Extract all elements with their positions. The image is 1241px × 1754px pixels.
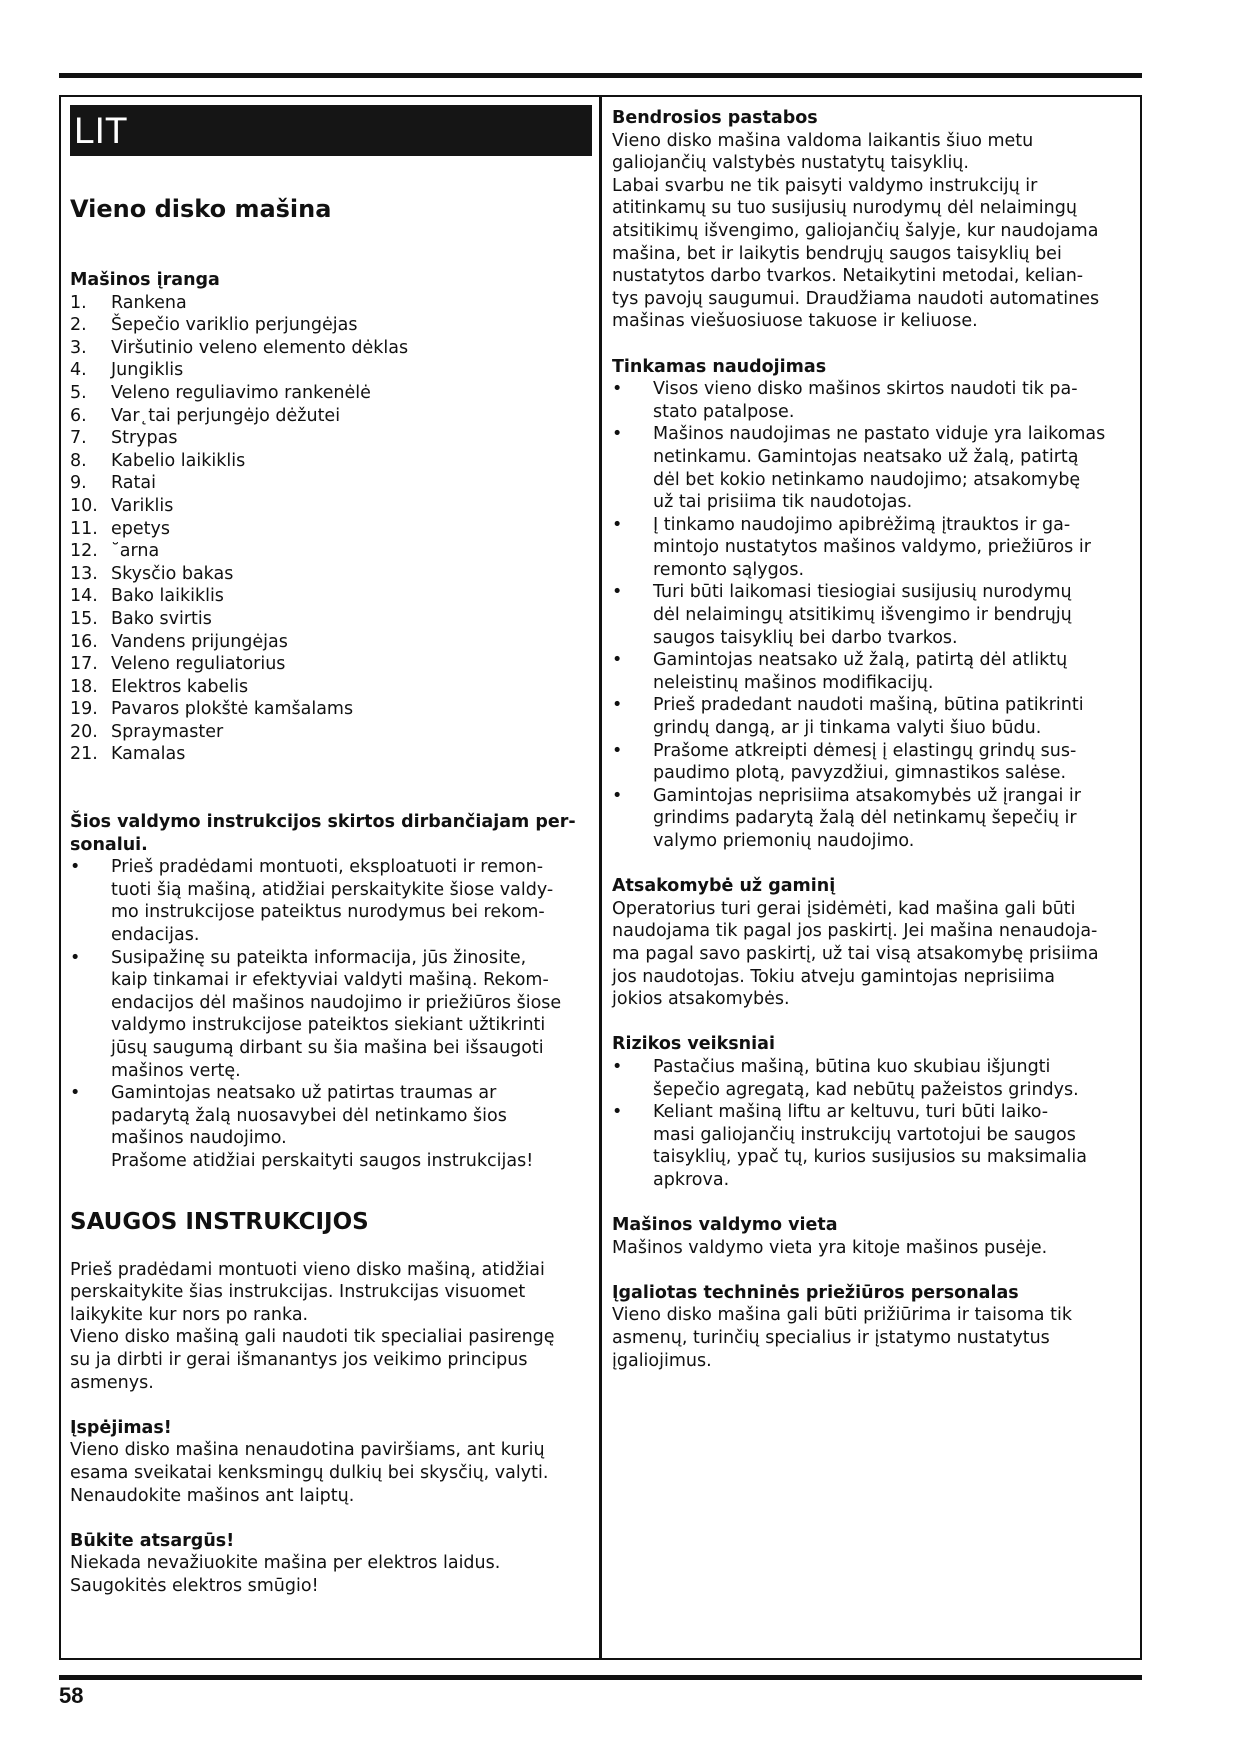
equipment-item — [70, 608, 592, 631]
equipment-heading: Mašinos įranga — [70, 270, 220, 290]
bullet-line: Į tinkamo naudojimo apibrėžimą įtrauktos ir ga- — [653, 514, 1071, 535]
item-label: Bako svirtis — [111, 608, 212, 629]
bullet-line: valdymo instrukcijose pateiktos siekiant užtikrinti — [111, 1015, 546, 1036]
item-number: 5. — [70, 382, 87, 403]
item-number: 3. — [70, 337, 87, 358]
bullet-line: Gamintojas neprisiima atsakomybės už įrangai ir — [653, 785, 1081, 806]
equipment-item — [70, 292, 592, 315]
bullet-line: grindų dangą, ar ji tinkama valyti šiuo būdu. — [653, 718, 1042, 739]
page-title: Vieno disko mašina — [70, 195, 332, 223]
text-line: galiojančių valstybės nustatytų taisyklių. — [612, 153, 969, 174]
liability-heading: Atsakomybė už gaminį — [612, 876, 836, 897]
text-line: Operatorius turi gerai įsidėmėti, kad mašina gali būti — [612, 898, 1076, 919]
text-line: atsitikimų išvengimo, galiojančių šalyje, kur naudojama — [612, 220, 1099, 241]
bullet-icon: • — [612, 785, 623, 806]
bullet-line: paudimo plotą, pavyzdžiui, gimnastikos salėse. — [653, 763, 1067, 784]
bullet-line: grindims padarytą žalą dėl netinkamų šepečių ir — [653, 808, 1077, 829]
item-label: Viršutinio veleno elemento dėklas — [111, 337, 409, 358]
item-label: Kabelio laikiklis — [111, 450, 246, 471]
bullet-line: jūsų saugumą dirbant su šia mašina bei išsaugoti — [111, 1038, 544, 1058]
bullet-icon: • — [70, 1083, 81, 1104]
safety-heading: SAUGOS INSTRUKCIJOS — [70, 1208, 369, 1235]
bullet-icon: • — [612, 1056, 623, 1077]
text-line: Nenaudokite mašinos ant laiptų. — [70, 1485, 355, 1506]
text-line: Vieno disko mašina gali būti prižiūrima ir taisoma tik — [612, 1305, 1072, 1326]
bullet-line: endacijas. — [111, 925, 200, 946]
bullet-item — [612, 649, 1132, 694]
item-label: epetys — [111, 518, 170, 539]
text-line: nustatytos darbo tvarkos. Netaikytini metodai, kelian- — [612, 266, 1084, 287]
personnel-heading: Šios valdymo instrukcijos skirtos dirbančiajam per- sonalui. — [70, 812, 576, 855]
content-frame — [59, 95, 1142, 1660]
item-label: Jungiklis — [111, 360, 184, 381]
page-number: 58 — [59, 1683, 84, 1708]
top-rule — [59, 73, 1142, 78]
bullet-line: Gamintojas neatsako už žalą, patirtą dėl atliktų — [653, 650, 1068, 671]
bullet-icon: • — [612, 582, 623, 603]
item-number: 18. — [70, 676, 98, 697]
item-label: Vandens prijungėjas — [111, 631, 288, 652]
bullet-item — [70, 1082, 592, 1172]
item-label: Var˛tai perjungėjo dėžutei — [111, 405, 341, 426]
text-line: asmenų, turinčių specialius ir įstatymo nustatytus — [612, 1328, 1050, 1349]
equipment-item — [70, 563, 592, 586]
risks-bullets — [612, 1056, 1132, 1192]
bullet-line: Pastačius mašiną, būtina kuo skubiau išjungti — [653, 1056, 1051, 1077]
equipment-list — [70, 292, 592, 766]
bullet-icon: • — [70, 857, 81, 878]
right-column — [612, 107, 1132, 1372]
item-label: Šepečio variklio perjungėjas — [111, 315, 358, 336]
bullet-line: apkrova. — [653, 1169, 730, 1190]
bottom-rule — [59, 1675, 1142, 1680]
personnel-bullets — [70, 856, 592, 1172]
bullet-item — [612, 694, 1132, 739]
bullet-item — [70, 856, 592, 946]
text-line: ma pagal savo paskirtį, už tai visą atsakomybę prisiima — [612, 943, 1099, 964]
item-number: 6. — [70, 405, 87, 426]
equipment-item — [70, 518, 592, 541]
item-number: 9. — [70, 473, 87, 494]
item-number: 20. — [70, 721, 98, 742]
item-number: 10. — [70, 495, 98, 516]
bullet-line: Susipažinę su pateikta informacija, jūs žinosite, — [111, 947, 527, 968]
bullet-line: Keliant mašiną liftu ar keltuvu, turi būti laiko- — [653, 1102, 1049, 1123]
warning-text — [70, 1439, 592, 1507]
language-tag: LIT — [70, 105, 592, 156]
item-label: Spraymaster — [111, 721, 224, 742]
bullet-item — [70, 947, 592, 1083]
item-number: 4. — [70, 360, 87, 381]
text-line: naudojama tik pagal jos paskirtį. Jei mašina nenaudoja- — [612, 921, 1098, 942]
bullet-line: netinkamu. Gamintojas neatsako už žalą, patirtą — [653, 446, 1079, 467]
bullet-icon: • — [612, 650, 623, 671]
general-heading: Bendrosios pastabos — [612, 108, 818, 128]
risks-heading: Rizikos veiksniai — [612, 1034, 775, 1055]
item-label: Veleno reguliavimo rankenėlė — [111, 382, 371, 403]
item-label: Variklis — [111, 495, 174, 516]
item-number: 16. — [70, 631, 98, 652]
bullet-line: mintojo nustatytos mašinos valdymo, priežiūros ir — [653, 537, 1091, 558]
text-line: Vieno disko mašina valdoma laikantis šiuo metu — [612, 130, 1034, 151]
item-label: Kamalas — [111, 744, 186, 765]
equipment-item — [70, 631, 592, 654]
text-line: tys pavojų saugumui. Draudžiama naudoti automatines — [612, 288, 1100, 309]
column-divider — [599, 97, 602, 1658]
item-number: 11. — [70, 518, 98, 539]
item-label: ˘arna — [111, 541, 160, 562]
equipment-item — [70, 382, 592, 405]
bullet-line: Prieš pradedant naudoti mašiną, būtina patikrinti — [653, 695, 1084, 716]
bullet-line: šepečio agregatą, kad nebūtų pažeistos grindys. — [653, 1079, 1079, 1100]
text-line: su ja dirbti ir gerai išmanantys jos veikimo principus — [70, 1349, 528, 1370]
bullet-line: Turi būti laikomasi tiesiogiai susijusių nurodymų — [653, 582, 1072, 603]
text-line: Vieno disko mašiną gali naudoti tik specialiai pasirengę — [70, 1327, 555, 1348]
equipment-item — [70, 405, 592, 428]
warning-heading: Įspėjimas! — [70, 1417, 172, 1438]
item-number: 17. — [70, 654, 98, 675]
service-heading: Įgaliotas techninės priežiūros personalas — [612, 1282, 1019, 1303]
text-line: Mašinos valdymo vieta yra kitoje mašinos pusėje. — [612, 1237, 1048, 1258]
bullet-line: už tai prisiima tik naudotojas. — [653, 492, 913, 513]
bullet-icon: • — [612, 695, 623, 716]
item-label: Strypas — [111, 428, 178, 449]
item-label: Ratai — [111, 473, 156, 494]
item-number: 2. — [70, 315, 87, 336]
equipment-item — [70, 721, 592, 744]
equipment-item — [70, 359, 592, 382]
bullet-item — [612, 581, 1132, 649]
equipment-item — [70, 472, 592, 495]
equipment-item — [70, 427, 592, 450]
equipment-item — [70, 337, 592, 360]
equipment-item — [70, 540, 592, 563]
bullet-item — [612, 423, 1132, 513]
item-number: 21. — [70, 744, 98, 765]
bullet-line: stato patalpose. — [653, 401, 795, 422]
bullet-line: tuoti šią mašiną, atidžiai perskaitykite šiose valdy- — [111, 879, 554, 900]
item-number: 14. — [70, 586, 98, 607]
general-text — [612, 130, 1132, 333]
item-label: Skysčio bakas — [111, 563, 234, 584]
text-line: asmenys. — [70, 1372, 154, 1393]
item-number: 13. — [70, 563, 98, 584]
bullet-line: Mašinos naudojimas ne pastato viduje yra laikomas — [653, 424, 1106, 445]
bullet-line: Visos vieno disko mašinos skirtos naudoti tik pa- — [653, 379, 1078, 400]
item-number: 8. — [70, 450, 87, 471]
bullet-line: neleistinų mašinos modifikacijų. — [653, 672, 934, 693]
proper-use-bullets — [612, 378, 1132, 852]
text-line: Vieno disko mašina nenaudotina paviršiams, ant kurių — [70, 1440, 545, 1461]
bullet-icon: • — [612, 740, 623, 761]
text-line: Saugokitės elektros smūgio! — [70, 1575, 319, 1596]
equipment-item — [70, 314, 592, 337]
text-line: Prieš pradėdami montuoti vieno disko mašiną, atidžiai — [70, 1259, 545, 1280]
bullet-line: saugos taisyklių bei darbo tvarkos. — [653, 627, 958, 648]
equipment-item — [70, 495, 592, 518]
safety-intro — [70, 1259, 592, 1395]
liability-text — [612, 898, 1132, 1011]
equipment-item — [70, 698, 592, 721]
equipment-item — [70, 653, 592, 676]
text-line: jos naudotojas. Tokiu atveju gamintojas neprisiima — [612, 966, 1055, 987]
text-line: jokios atsakomybės. — [612, 989, 790, 1010]
service-text — [612, 1304, 1132, 1372]
bullet-line: mašinos naudojimo. — [111, 1128, 287, 1149]
item-label: Rankena — [111, 292, 187, 313]
item-label: Pavaros plokštė kamšalams — [111, 699, 354, 720]
bullet-item — [612, 740, 1132, 785]
control-position-text — [612, 1237, 1132, 1260]
item-label: Veleno reguliatorius — [111, 654, 286, 675]
bullet-line: Prieš pradėdami montuoti, eksploatuoti ir remon- — [111, 857, 544, 878]
item-label: Bako laikiklis — [111, 586, 224, 607]
equipment-item — [70, 585, 592, 608]
bullet-line: Prašome atkreipti dėmesį į elastingų grindų sus- — [653, 740, 1077, 761]
caution-heading: Būkite atsargūs! — [70, 1530, 235, 1551]
item-number: 1. — [70, 292, 87, 313]
bullet-line: mašinos vertę. — [111, 1060, 241, 1081]
bullet-line: endacijos dėl mašinos naudojimo ir priežiūros šiose — [111, 992, 562, 1013]
text-line: perskaitykite šias instrukcijas. Instrukcijas visuomet — [70, 1282, 526, 1303]
text-line: atitinkamų su tuo susijusių nurodymų dėl nelaimingų — [612, 198, 1077, 219]
bullet-line: dėl bet kokio netinkamo naudojimo; atsakomybę — [653, 469, 1081, 490]
equipment-item — [70, 450, 592, 473]
control-position-heading: Mašinos valdymo vieta — [612, 1215, 838, 1236]
item-number: 12. — [70, 541, 98, 562]
proper-use-heading: Tinkamas naudojimas — [612, 356, 827, 377]
equipment-item — [70, 743, 592, 766]
bullet-item — [612, 514, 1132, 582]
bullet-icon: • — [70, 947, 81, 968]
bullet-icon: • — [612, 1102, 623, 1123]
bullet-icon: • — [612, 514, 623, 535]
bullet-item — [612, 1056, 1132, 1101]
bullet-line: dėl nelaimingų atsitikimų išvengimo ir bendrųjų — [653, 605, 1072, 626]
text-line: Niekada nevažiuokite mašina per elektros laidus. — [70, 1553, 501, 1574]
text-line: mašina, bet ir laikytis bendrųjų saugos taisyklių bei — [612, 243, 1062, 264]
bullet-line: kaip tinkamai ir efektyviai valdyti mašiną. Rekom- — [111, 970, 549, 991]
item-number: 15. — [70, 608, 98, 629]
text-line: Labai svarbu ne tik paisyti valdymo instrukcijų ir — [612, 175, 1038, 196]
bullet-line: padarytą žalą nuosavybei dėl netinkamo šios — [111, 1105, 507, 1126]
item-label: Elektros kabelis — [111, 676, 249, 697]
bullet-item — [612, 378, 1132, 423]
text-line: laikykite kur nors po ranka. — [70, 1304, 309, 1325]
bullet-line: valymo priemonių naudojimo. — [653, 831, 915, 851]
text-line: esama sveikatai kenksmingų dulkių bei skysčių, valyti. — [70, 1462, 549, 1483]
bullet-item — [612, 785, 1132, 853]
left-column — [70, 105, 592, 1597]
bullet-line: taisyklių, ypač tų, kurios susijusios su maksimalia — [653, 1147, 1087, 1168]
caution-text — [70, 1552, 592, 1597]
bullet-icon: • — [612, 379, 623, 400]
bullet-line: remonto sąlygos. — [653, 559, 805, 580]
bullet-icon: • — [612, 424, 623, 445]
item-number: 19. — [70, 699, 98, 720]
bullet-line: Gamintojas neatsako už patirtas traumas ar — [111, 1083, 497, 1104]
item-number: 7. — [70, 428, 87, 449]
bullet-line: mo instrukcijose pateiktus nurodymus bei rekom- — [111, 902, 545, 923]
bullet-line: masi galiojančių instrukcijų vartotojui be saugos — [653, 1124, 1076, 1145]
bullet-line: Prašome atidžiai perskaityti saugos instrukcijas! — [111, 1150, 534, 1171]
text-line: įgaliojimus. — [612, 1350, 712, 1371]
bullet-item — [612, 1101, 1132, 1191]
equipment-item — [70, 676, 592, 699]
text-line: mašinas viešuosiuose takuose ir keliuose. — [612, 311, 978, 332]
